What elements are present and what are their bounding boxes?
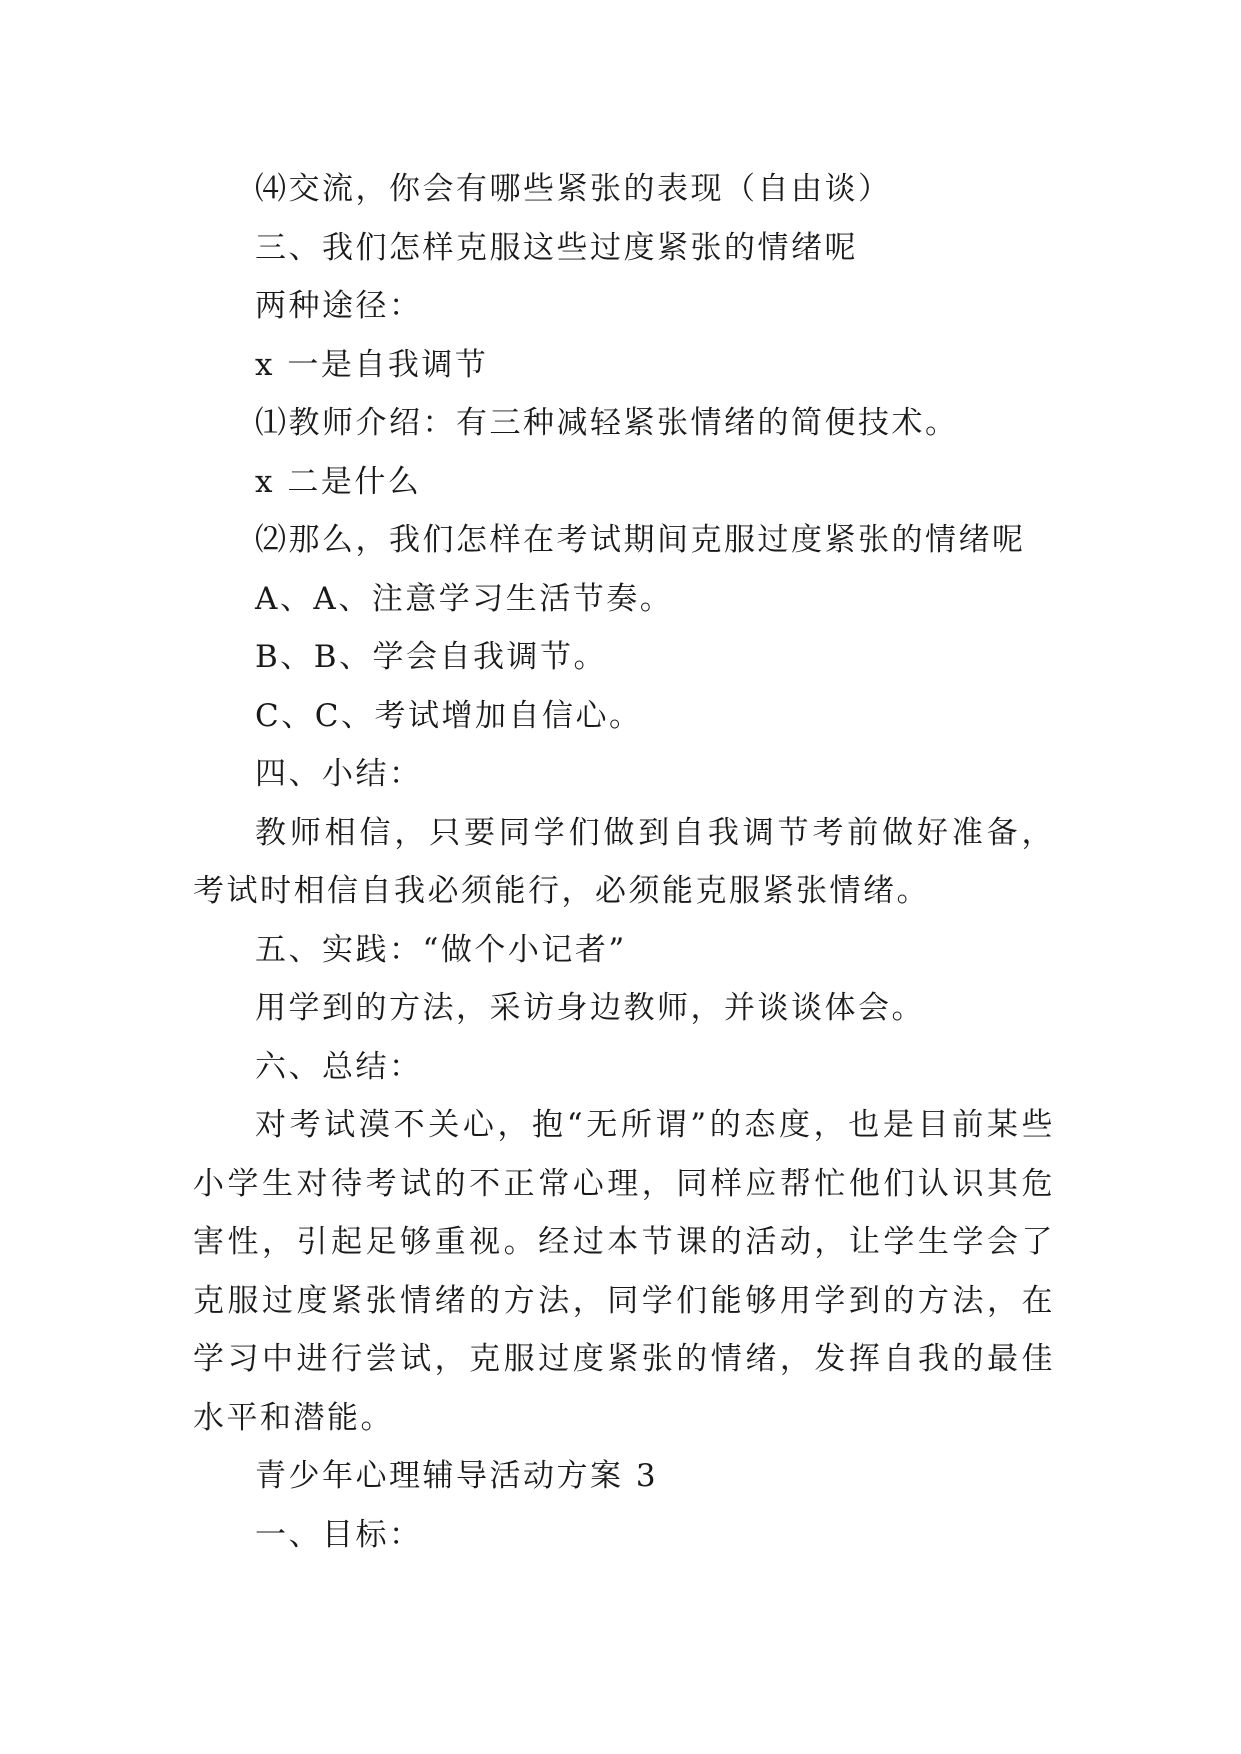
text-line-practice: 用学到的方法，采访身边教师，并谈谈体会。 bbox=[255, 990, 925, 1026]
text-line-what-second: x 二是什么 bbox=[255, 463, 422, 500]
heading-practice: 五、实践：“做个小记者” bbox=[255, 931, 627, 968]
text-line-exchange: ⑷交流，你会有哪些紧张的表现（自由谈） bbox=[255, 171, 892, 207]
list-item-c: C、C、考试增加自信心。 bbox=[255, 697, 643, 734]
heading-summary: 四、小结： bbox=[255, 756, 423, 792]
paragraph-conclusion: 对考试漠不关心，抱“无所谓”的态度，也是目前某些小学生对待考试的不正常心理，同样应帮忙他们认识其危害性，引起足够重视。经过本节课的活动，让学生学会了克服过度紧张情绪的方法，同学们能够用学到的方法，在学习中进行尝试，克服过度紧张的情绪，发挥自我的最佳水平和潜能。 bbox=[193, 1107, 1055, 1436]
text-line-exam-period: ⑵那么，我们怎样在考试期间克服过度紧张的情绪呢 bbox=[255, 522, 1026, 558]
text-line-two-ways: 两种途径： bbox=[255, 288, 423, 324]
text-line-teacher-intro: ⑴教师介绍：有三种减轻紧张情绪的简便技术。 bbox=[255, 405, 959, 441]
list-item-a: A、A、注意学习生活节奏。 bbox=[255, 580, 674, 617]
document-page bbox=[193, 160, 1055, 1564]
paragraph-summary: 教师相信，只要同学们做到自我调节考前做好准备，考试时相信自我必须能行，必须能克服紧张情绪。 bbox=[193, 814, 1055, 909]
heading-goal: 一、目标： bbox=[255, 1516, 423, 1553]
heading-conclusion: 六、总结： bbox=[255, 1048, 423, 1085]
list-item-b: B、B、学会自我调节。 bbox=[255, 639, 608, 675]
heading-overcome-tension: 三、我们怎样克服这些过度紧张的情绪呢 bbox=[255, 229, 858, 266]
section-title: 青少年心理辅导活动方案 3 bbox=[255, 1458, 659, 1494]
text-line-self-adjust: x 一是自我调节 bbox=[255, 346, 489, 383]
